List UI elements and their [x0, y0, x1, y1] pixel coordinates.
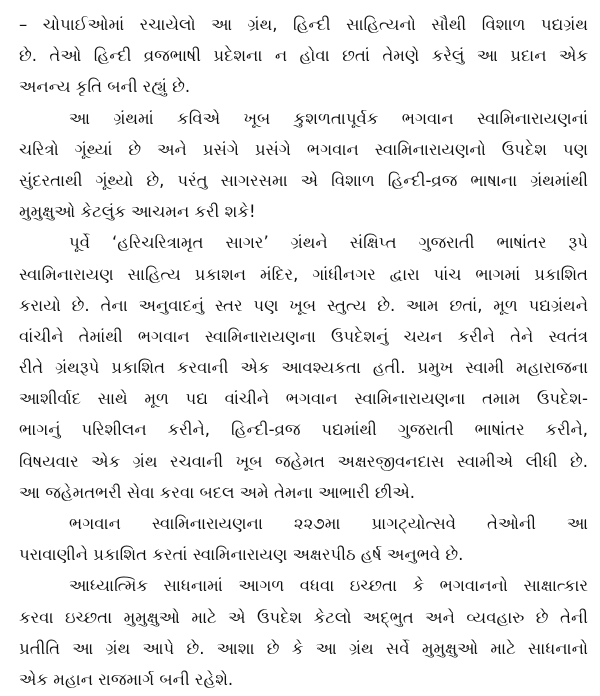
text-line: કરવા ઇચ્છતા મુમુક્ષુઓ માટે એ ઉપદેશ કેટલો અદ્‌ભુત અને વ્યવહારુ છે તેની [19, 607, 588, 627]
text-line: કરાયો છે. તેના અનુવાદનું સ્તર પણ ખૂબ સ્તુત્ય છે. આમ છતાં, મૂળ પદ્યગ્રંથને [19, 295, 588, 315]
text-line: એક મહાન રાજમાર્ગ બની રહેશે. [19, 669, 234, 689]
text-line: પરાવાણીને પ્રકાશિત કરતાં સ્વામિનારાયણ અક્ષરપીઠ હર્ષ અનુભવે છે. [19, 545, 464, 565]
text-line: સુંદરતાથી ગૂંથ્યો છે, પરંતુ સાગરસમા એ વિશાળ હિન્દી-વ્રજ ભાષાના ગ્રંથમાંથી [19, 170, 588, 190]
text-line: વિષયવાર એક ગ્રંથ રચવાની ખૂબ જહેમત અક્ષરજીવનદાસ સ્વામીએ લીધી છે. [19, 451, 588, 471]
paragraph-4 [19, 508, 588, 570]
paragraph-3 [19, 227, 588, 508]
text-line: – ચોપાઈઓમાં રચાયેલો આ ગ્રંથ, હિન્દી સાહિત્યનો સૌથી વિશાળ પદ્યગ્રંથ [19, 15, 588, 34]
paragraph-5 [19, 570, 588, 695]
paragraph-2 [19, 103, 588, 228]
text-line: રીતે ગ્રંથરૂપે પ્રકાશિત કરવાની એક આવશ્યકતા હતી. પ્રમુખ સ્વામી મહારાજના [19, 358, 588, 378]
text-line: સ્વામિનારાયણ સાહિત્ય પ્રકાશન મંદિર, ગાંધીનગર દ્વારા પાંચ ભાગમાં પ્રકાશિત [19, 264, 588, 284]
text-line: ભાગનું પરિશીલન કરીને, હિન્દી-વ્રજ પદ્યમાંથી ગુજરાતી ભાષાંતર કરીને, [19, 420, 588, 440]
text-line: આધ્યાત્મિક સાધનામાં આગળ વધવા ઇચ્છતા કે ભગવાનનો સાક્ષાત્કાર [69, 576, 588, 596]
text-line: પ્રતીતિ આ ગ્રંથ આપે છે. આશા છે કે આ ગ્રંથ સર્વે મુમુક્ષુઓ માટે સાધનાનો [19, 638, 588, 658]
text-line: આશીર્વાદ સાથે મૂળ પદ્ય વાંચીને ભગવાન સ્વામિનારાયણના તમામ ઉપદેશ- [19, 389, 588, 409]
text-line: આ ગ્રંથમાં કવિએ ખૂબ કુશળતાપૂર્વક ભગવાન સ્વામિનારાયણનાં [69, 108, 588, 128]
text-line: આ જહેમતભરી સેવા કરવા બદલ અમે તેમના આભારી છીએ. [19, 482, 416, 502]
text-line: વાંચીને તેમાંથી ભગવાન સ્વામિનારાયણના ઉપદેશનું ચયન કરીને તેને સ્વતંત્ર [19, 326, 588, 346]
text-line: ભગવાન સ્વામિનારાયણના ૨૨૭મા પ્રાગટ્યોત્સવે તેઓની આ [69, 514, 588, 533]
text-line: ચરિત્રો ગૂંથ્યાં છે અને પ્રસંગે પ્રસંગે ભગવાન સ્વામિનારાયણનો ઉપદેશ પણ [19, 139, 588, 159]
text-line: અનન્ય કૃતિ બની રહ્યું છે. [19, 77, 191, 97]
text-line: પૂર્વે ‘હરિચરિત્રામૃત સાગર’ ગ્રંથને સંક્ષિપ્ત ગુજરાતી ભાષાંતર રૂપે [69, 233, 588, 253]
text-line: મુમુક્ષુઓ કેટલુંક આચમન કરી શકે! [19, 202, 256, 222]
paragraph-1 [19, 9, 588, 103]
text-line: છે. તેઓ હિન્દી વ્રજભાષી પ્રદેશના ન હોવા છતાં તેમણે કરેલું આ પ્રદાન એક [19, 46, 588, 66]
